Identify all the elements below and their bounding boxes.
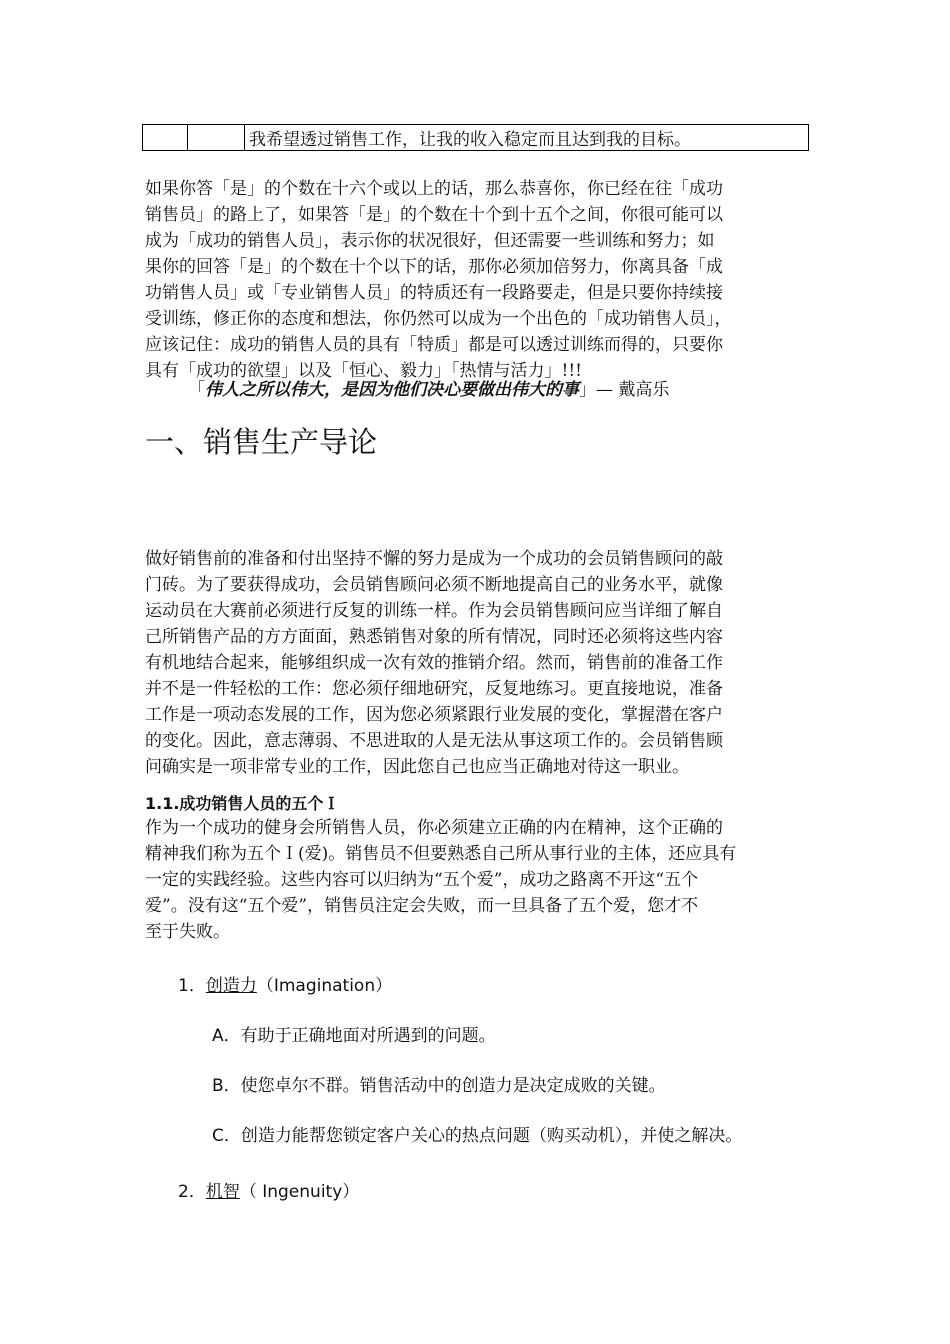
sub-letter: A． xyxy=(212,1026,241,1046)
quote-close: 」— xyxy=(579,380,613,400)
intro-line: 应该记住：成功的销售人员的具有「特质」都是可以透过训练而得的，只要你 xyxy=(145,335,723,355)
subsection-heading: 1.1.成功销售人员的五个Ｉ xyxy=(145,794,340,813)
intro-line: 功销售人员」或「专业销售人员」的特质还有一段路要走，但是只要你持续接 xyxy=(145,283,723,303)
list-number: 1． xyxy=(178,976,206,996)
intro-line: 具有「成功的欲望」以及「恒心、毅力」「热情与活力」!!! xyxy=(145,361,582,381)
section-line: 爱”。没有这“五个爱”，销售员注定会失败，而一旦具备了五个爱，您才不 xyxy=(145,896,699,916)
sub-item-c xyxy=(212,1121,742,1146)
sub-letter: C． xyxy=(212,1126,241,1146)
sub-text: 有助于正确地面对所遇到的问题。 xyxy=(240,1026,496,1046)
list-term-en: （ Ingenuity） xyxy=(239,1182,360,1202)
list-term: 机智 xyxy=(205,1182,240,1202)
body-line: 己所销售产品的方方面面，熟悉销售对象的所有情况，同时还必须将这些内容 xyxy=(145,627,723,647)
body-line: 做好销售前的准备和付出坚持不懈的努力是成为一个成功的会员销售顾问的敲 xyxy=(145,549,723,569)
body-line: 有机地结合起来，能够组织成一次有效的推销介绍。然而，销售前的准备工作 xyxy=(145,653,723,673)
table-cell-yes xyxy=(143,125,188,151)
intro-line: 果你的回答「是」的个数在十个以下的话，那你必须加倍努力，你离具备「成 xyxy=(145,257,723,277)
section-line: 作为一个成功的健身会所销售人员，你必须建立正确的内在精神，这个正确的 xyxy=(145,818,723,838)
quote-text: 伟人之所以伟大，是因为他们决心要做出伟大的事 xyxy=(205,380,579,400)
list-item-2 xyxy=(178,1177,359,1202)
intro-paragraph xyxy=(145,176,805,384)
section-line: 一定的实践经验。这些内容可以归纳为“五个爱”，成功之路离不开这“五个 xyxy=(145,870,699,890)
section-heading-1: 一、销售生产导论 xyxy=(145,425,378,459)
quote-open: 「 xyxy=(188,380,205,400)
body-line: 的变化。因此，意志薄弱、不思进取的人是无法从事这项工作的。会员销售顾 xyxy=(145,731,723,751)
intro-line: 如果你答「是」的个数在十六个或以上的话，那么恭喜你，你已经在往「成功 xyxy=(145,179,723,199)
body-paragraph xyxy=(145,546,805,780)
table-cell-statement: 我希望透过销售工作，让我的收入稳定而且达到我的目标。 xyxy=(245,125,809,151)
list-item-1 xyxy=(178,971,392,996)
list-term: 创造力 xyxy=(205,976,257,996)
section-paragraph xyxy=(145,815,805,945)
table-cell-no xyxy=(188,125,245,151)
sub-text: 创造力能帮您锁定客户关心的热点问题（购买动机），并使之解决。 xyxy=(240,1126,743,1146)
quote-author: 戴高乐 xyxy=(613,380,670,400)
quote xyxy=(188,377,669,403)
checklist-table-row xyxy=(142,124,809,151)
body-line: 工作是一项动态发展的工作，因为您必须紧跟行业发展的变化，掌握潜在客户 xyxy=(145,705,723,725)
intro-line: 受训练，修正你的态度和想法，你仍然可以成为一个出色的「成功销售人员」， xyxy=(145,309,732,329)
sub-item-b xyxy=(212,1071,666,1096)
sub-letter: B． xyxy=(212,1076,241,1096)
sub-item-a xyxy=(212,1021,496,1046)
body-line: 问确实是一项非常专业的工作，因此您自己也应当正确地对待这一职业。 xyxy=(145,757,689,777)
body-line: 运动员在大赛前必须进行反复的训练一样。作为会员销售顾问应当详细了解自 xyxy=(145,601,723,621)
body-line: 门砖。为了要获得成功，会员销售顾问必须不断地提高自己的业务水平，就像 xyxy=(145,575,723,595)
body-line: 并不是一件轻松的工作：您必须仔细地研究，反复地练习。更直接地说，准备 xyxy=(145,679,723,699)
list-number: 2． xyxy=(178,1182,206,1202)
intro-line: 销售员」的路上了，如果答「是」的个数在十个到十五个之间，你很可能可以 xyxy=(145,205,723,225)
sub-text: 使您卓尔不群。销售活动中的创造力是决定成败的关键。 xyxy=(240,1076,666,1096)
list-term-en: （Imagination） xyxy=(256,976,393,996)
intro-line: 成为「成功的销售人员」，表示你的状况很好，但还需要一些训练和努力；如 xyxy=(145,231,715,251)
section-line: 精神我们称为五个Ｉ(爱)。销售员不但要熟悉自己所从事行业的主体，还应具有 xyxy=(145,844,737,864)
section-line: 至于失败。 xyxy=(145,922,230,942)
